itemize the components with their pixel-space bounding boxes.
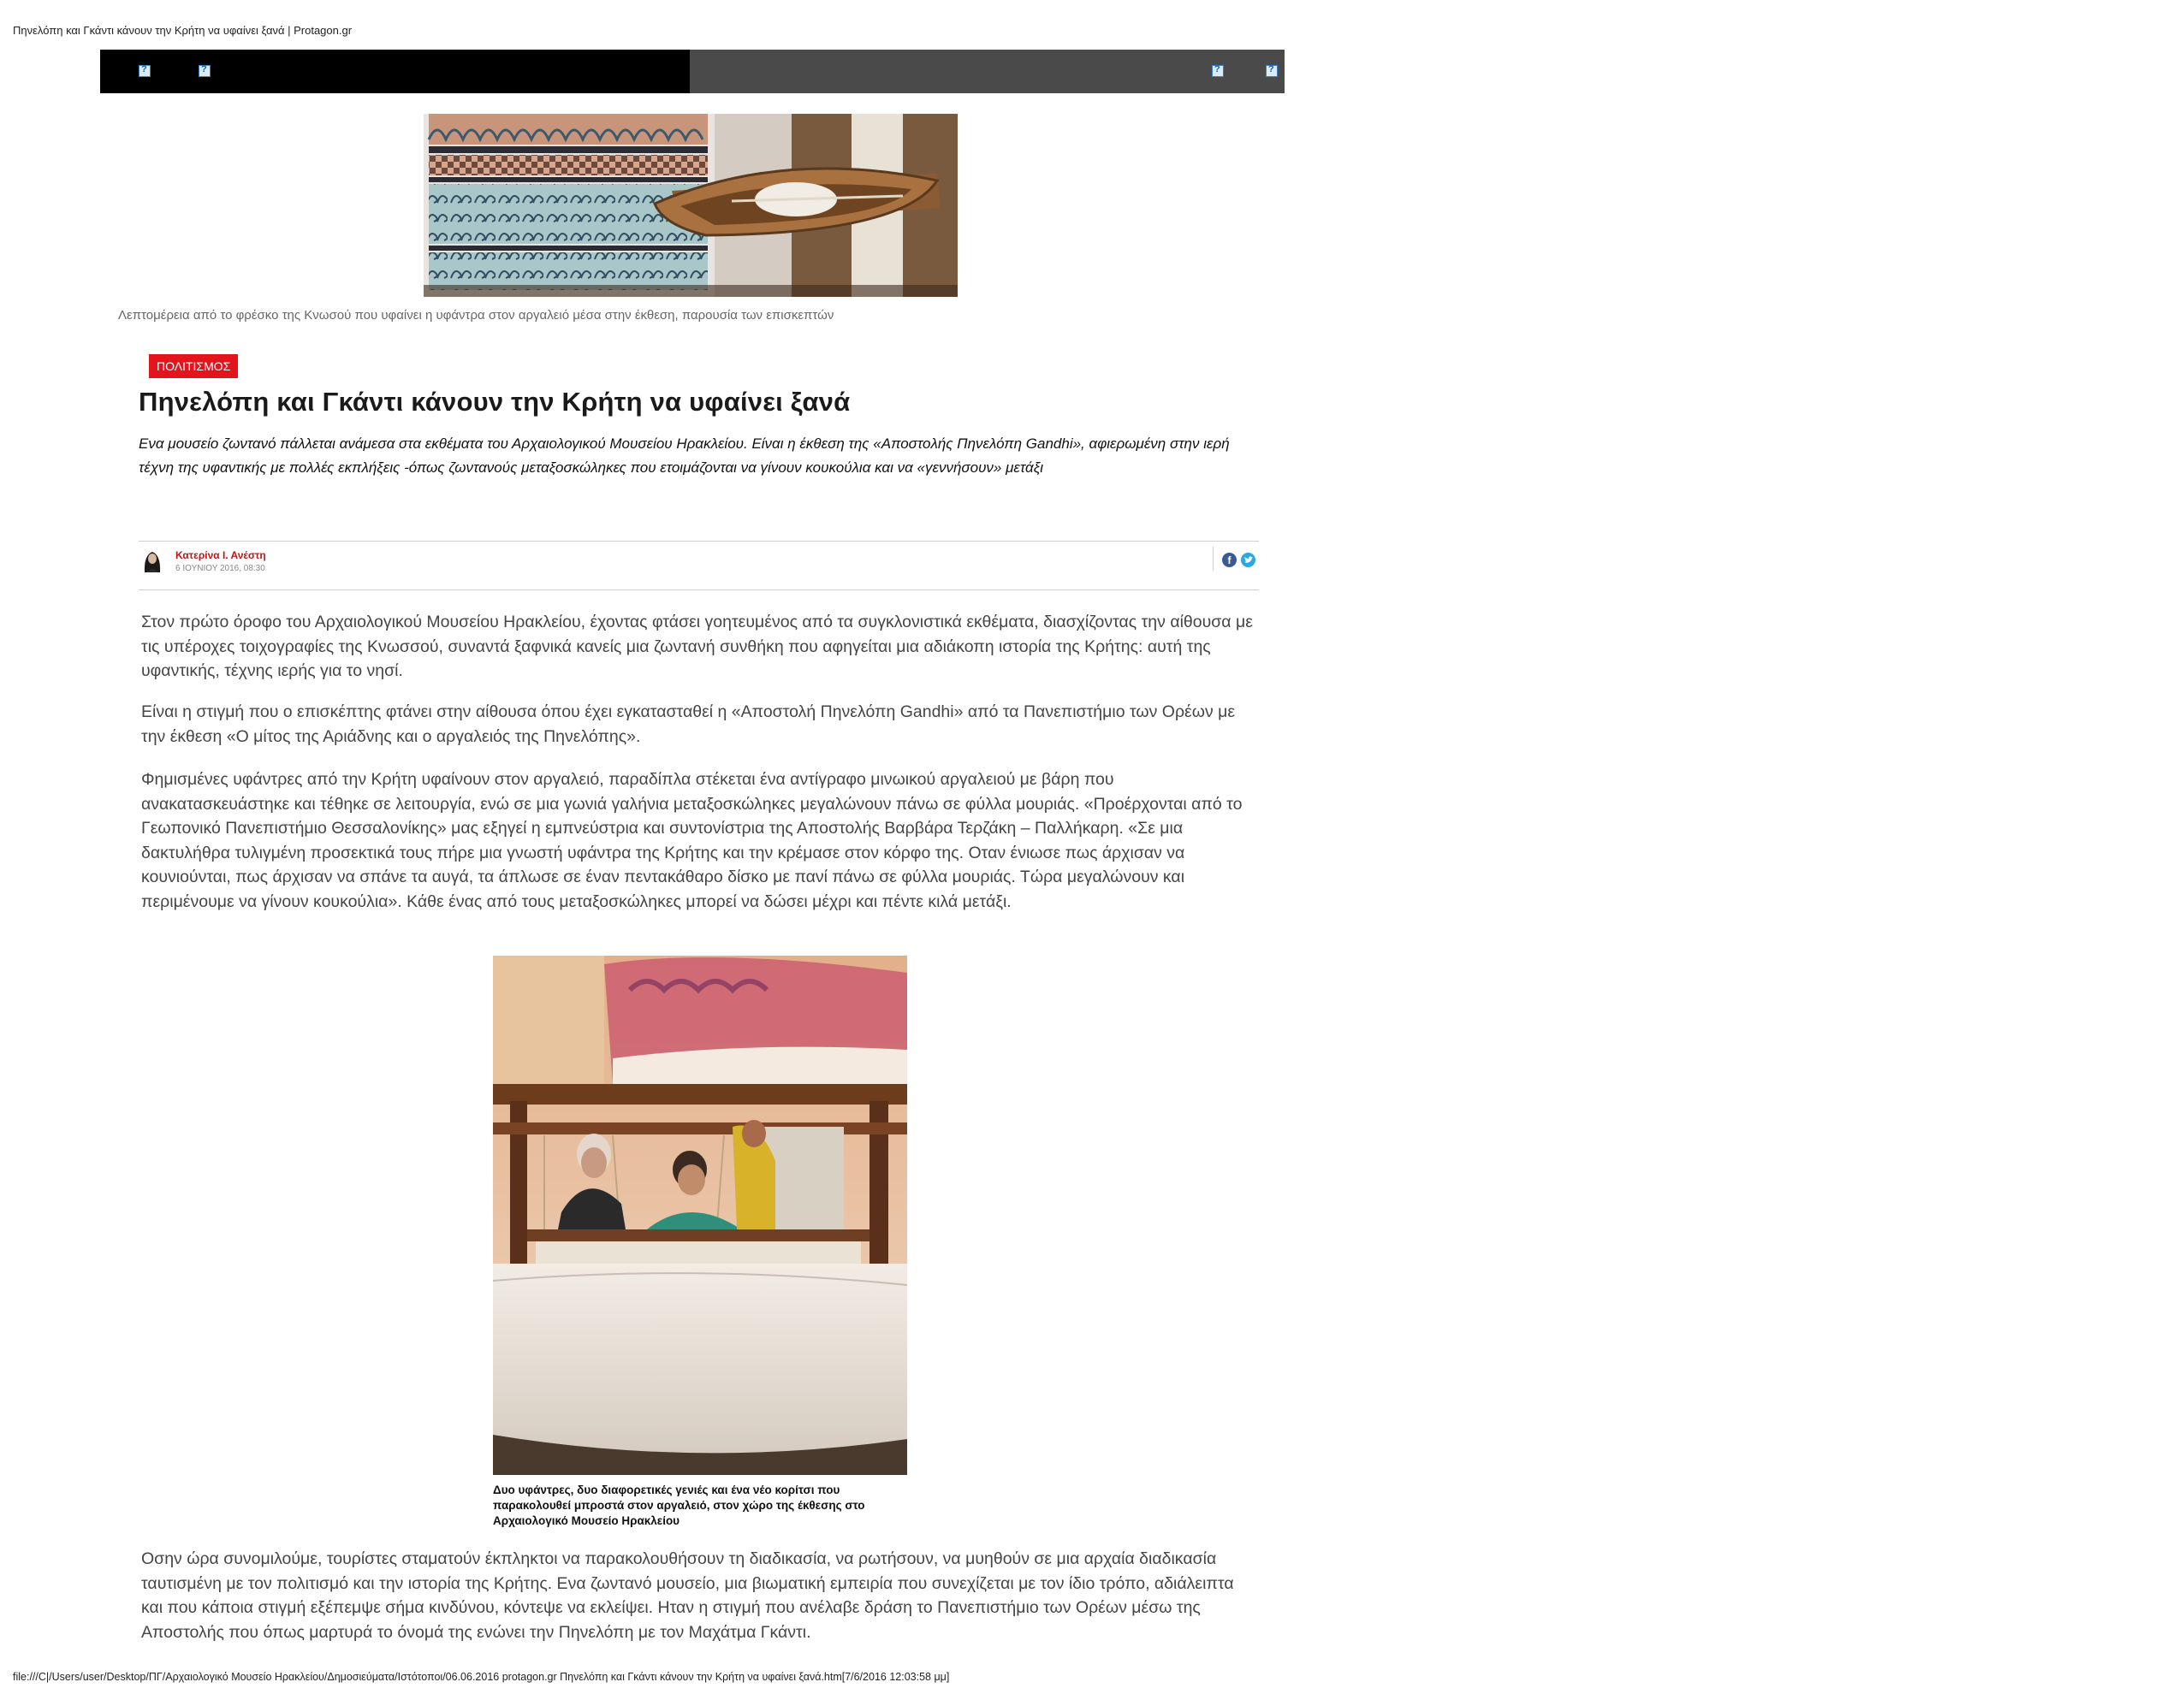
navbar-left-panel [100,50,690,93]
body-image-caption: Δυο υφάντρες, δυο διαφορετικές γενιές και ένα νέο κορίτσι που παρακολουθεί μπροστά στον αργαλειό, στον χώρο της έκθεσης στο Αρχαιολογικό Μουσείο Ηρακλείου [493,1484,865,1527]
broken-image-icon[interactable] [1266,65,1278,77]
article-paragraph: Οσην ώρα συνομιλούμε, τουρίστες σταματούν έκπληκτοι να παρακολουθήσουν τη διαδικασία, να ρωτήσουν, να μυηθούν σε μια αρχαία διαδικασία ταυτισμένη με τον πολιτισμό και την ιστορία της Κρήτης. Ενα ζωντανό μουσείο, μια βιωματική εμπειρία που συνεχίζεται με τον ίδιο τρόπο, αδιάλειπτα και που κάποια στιγμή εξέπεμψε σήμα κινδύνου, κόντεψε να εκλείψει. Ηταν η στιγμή που ανέλαβε δράση το Πανεπιστήμιο των Ορέων μέσω της Αποστολής που όπως μαρτυρά το όνομά της ενώνει την Πηνελόπη με τον Μαχάτμα Γκάντι. [141,1549,1234,1642]
footer-file-path: file:///C|/Users/user/Desktop/ΠΓ/Αρχαιολογικό Μουσείο Ηρακλείου/Δημοσιεύματα/Ιστότοποι/06.06.2016 protagon.gr Πηνελόπη και Γκάντι κάνουν την Κρήτη να υφαίνει ξανά.htm[7/6/2016 12:03:58 μμ] [13,1671,950,1683]
facebook-icon[interactable]: f [1222,553,1237,567]
broken-image-icon[interactable] [139,65,151,77]
byline-bar [139,541,1259,590]
broken-image-icon[interactable] [1212,65,1224,77]
hero-image [424,114,958,297]
article-title: Πηνελόπη και Γκάντι κάνουν την Κρήτη να υφαίνει ξανά [139,387,851,417]
article-paragraph: Στον πρώτο όροφο του Αρχαιολογικού Μουσείου Ηρακλείου, έχοντας φτάσει γοητευμένος από τα συγκλονιστικά εκθέματα, διασχίζοντας την αίθουσα με τις υπέροχες τοιχογραφίες της Κνωσσού, συναντά ξαφνικά κανείς μια ζωντανή συνθήκη που αφηγείται μια αδιάκοπη ιστορία της Κρήτης: αυτή της υφαντικής, τέχνης ιερής για το νησί. [141,613,1253,680]
publish-date: 6 ΙΟΥΝΙΟΥ 2016, 08:30 [175,564,265,573]
twitter-icon[interactable] [1241,553,1255,567]
browser-page-title: Πηνελόπη και Γκάντι κάνουν την Κρήτη να υφαίνει ξανά | Protagon.gr [13,24,353,37]
hero-image-caption: Λεπτομέρεια από το φρέσκο της Κνωσού που υφαίνει η υφάντρα στον αργαλειό μέσα στην έκθεση, παρουσία των επισκεπτών [118,308,834,323]
broken-image-icon[interactable] [199,65,211,77]
article-paragraph: Είναι η στιγμή που ο επισκέπτης φτάνει στην αίθουσα όπου έχει εγκατασταθεί η «Αποστολή Πηνελόπη Gandhi» από τα Πανεπιστήμιο των Ορέων με την έκθεση «Ο μίτος της Αριάδνης και ο αργαλειός της Πηνελόπης». [141,702,1236,746]
share-divider [1213,547,1214,571]
body-image [493,956,907,1475]
avatar [141,548,163,572]
author-name[interactable]: Κατερίνα Ι. Ανέστη [175,549,266,561]
site-navbar [100,50,1285,93]
article-paragraph: Φημισμένες υφάντρες από την Κρήτη υφαίνουν στον αργαλειό, παραδίπλα στέκεται ένα αντίγραφο μινωικού αργαλειού με βάρη που ανακατασκευάστηκε και τέθηκε σε λειτουργία, ενώ σε μια γωνιά γαλήνια μεταξοσκώληκες μεγαλώνουν πάνω σε φύλλα μουριάς. «Προέρχονται από το Γεωπονικό Πανεπιστήμιο Θεσσαλονίκης» μας εξηγεί η εμπνεύστρια και συντονίστρια της Αποστολής Βαρβάρα Τερζάκη – Παλλήκαρη. «Σε μια δακτυλήθρα τυλιγμένη προσεκτικά τους πήρε μια γνωστή υφάντρα της Κρήτης και την κρέμασε στον κόρφο της. Οταν ένιωσε πως άρχισαν να κουνιούνται, πως άρχισαν να σπάνε τα αυγά, τα άπλωσε σε έναν πεντακάθαρο δίσκο με πανί πάνω σε φύλλα μουριάς. Τώρα μεγαλώνουν και περιμένουμε να γίνουν κουκούλια». Κάθε ένας από τους μεταξοσκώληκες μπορεί να δώσει μέχρι και πέντε κιλά μετάξι. [141,770,1243,911]
article-lead: Ενα μουσείο ζωντανό πάλλεται ανάμεσα στα εκθέματα του Αρχαιολογικού Μουσείου Ηρακλείου. Είναι η έκθεση της «Αποστολής Πηνελόπη Gandhi», αφιερωμένη στην ιερή τέχνη της υφαντικής με πολλές εκπλήξεις -όπως ζωντανούς μεταξοσκώληκες που ετοιμάζονται να γίνουν κουκούλια και να «γεννήσουν» μετάξι [139,435,1230,476]
category-badge[interactable]: ΠΟΛΙΤΙΣΜΟΣ [149,354,238,378]
